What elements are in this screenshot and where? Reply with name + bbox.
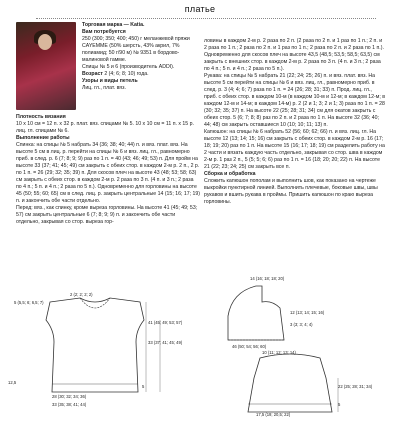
back-text: Спинка: на спицы № 5 набрать 34 (36; 38; 40; 44) п. и вяз. плат. вяз. На высоте 5 см в лиц. р. перейти на спицы № 6 и вяз. лиц. гл., равномерно приб. в след. р. 6 (7; 8; 9; 9) раз по 1 п. = 40 (43; 46; 49; 53) п. Для пройм на высоте 33 (37; 41; 45; 49) см закрыть с обеих стор. в каждом 2-м р. 2 п., 2 р. по 1 п. = 26 (29; 32; 35; 39) п. Для скосов плеч на высоте 43 (48; 53; 58; 63) см закрыть с обеих стор. в каждом 2-м р. 2 раза по 3 п. (4 п. и 3 п.; 2 раза по 4 п.; 5 п. и 4 п.; 2 раза по 5 п.). Одновременно для горловины на высоте 45 (50; 55; 60; 65) см в след. лиц. р. закрыть центральные 14 (15; 16; 17; 19) п. и закончить обе части отдельно. bbox=[16, 142, 200, 204]
body-label-6: 12,5 bbox=[8, 380, 17, 385]
density-text: 10 х 10 см = 12 п. х 32 р. плат. вяз. спицами № 5. 10 х 10 см = 11 п. х 15 р. лиц. гл. спицами № 6. bbox=[16, 121, 194, 134]
body-label-4: 28 (30; 32; 34; 36) bbox=[52, 394, 87, 399]
hood-label-0: 14 (16; 18; 18; 20) bbox=[250, 276, 285, 281]
sleeve-label-1: 22 (25; 28; 31; 34) bbox=[338, 384, 373, 389]
body-label-3: 5 bbox=[142, 384, 145, 389]
intro-block bbox=[82, 22, 200, 92]
body-label-5: 33 (35; 38; 41; 44) bbox=[52, 402, 87, 407]
patterns-text: Лиц. гл., плат. вяз. bbox=[82, 85, 126, 91]
right-text-block bbox=[204, 38, 386, 206]
hood-pattern-diagram bbox=[222, 280, 312, 350]
age-heading: Возраст bbox=[82, 71, 103, 77]
body-label-2: 33 (37; 41; 45; 49) bbox=[148, 340, 183, 345]
photo-face bbox=[38, 34, 52, 50]
sleeve-label-0: 10 (11; 12; 13; 14) bbox=[262, 350, 296, 355]
density-heading: Плотность вязания bbox=[16, 114, 66, 120]
sleeves-text: Рукава: на спицы № 5 набрать 21 (22; 24; 25; 26) п. и вяз. плат. вяз. На высоте 5 см перейти на спицы № 6 и вяз. лиц. гл., равномерно приб. в след. р. 3 (4; 4; 6; 7) раза по 1 п. = 24 (26; 28; 31; 33) п. Прод. лиц. гл., приб. с обеих стор. в каждом 10-м (в каждом 10-м и 12-м; в каждом 12-м; в каждом 12-м и 14-м; в каждом 14-м) р. 2 (2 и 1; 3; 2 и 1; 3) раза по 1 п. = 28 (30; 32; 35; 37) п. На высоте 22 (25; 28; 31; 34) см для окатов закрыть с обеих стор. 5 (6; 7; 8; 8) раз по 2 п. и 2 раза по 1 п. На высоте 32 (36; 40; 44; 48) см закрыть оставшиеся 10 (10; 10; 11; 13) п. bbox=[204, 73, 385, 128]
hood-text: Капюшон: на спицы № 6 набрать 52 (56; 60; 62; 66) п. и вяз. лиц. гл. На высоте 12 (13; 14; 15; 16) см закрыть с обеих стор. в каждом 2-м р. 16 (17; 18; 19; 20) раз по 1 п. На высоте 15 (16; 17; 18; 19) см разделить работу на 2 части и вязать каждую часть отдельно, закрывая со стор. шва в каждом 2-м р. 1 раз 2 п., 5 (5; 5; 6; 6) раз по 1 п. = 16 (18; 20; 20; 22) п. На высоте 21 (22; 23; 24; 25) см закрыть все п. bbox=[204, 129, 385, 170]
body-pattern-diagram bbox=[30, 292, 183, 410]
front-text: Перед: вяз., как спинку, кроме выреза горловины. На высоте 41 (45; 49; 53; 57) см закрыть центральные 6 (7; 8; 9; 9) п. и закончить обе части отдельно, закрывая со стор. выреза гор- bbox=[16, 205, 198, 225]
sleeve-pattern-diagram bbox=[230, 352, 350, 416]
age-text: 2 (4; 6; 8; 10) года. bbox=[104, 71, 149, 77]
page-title: платье bbox=[184, 4, 216, 14]
model-photo bbox=[16, 22, 76, 110]
body-label-1: 41 (45; 49; 53; 57) bbox=[148, 320, 183, 325]
sleeve-label-3: 17,5 (19; 20,5; 22) bbox=[256, 412, 291, 417]
neckline-text: ловины в каждом 2-м р. 2 раза по 2 п. (2 раза по 2 п. и 1 раз по 1 п.; 2 п. и 2 раза по 1 п.; 2 раза по 2 п. и 1 раз по 1 п.; 2 раза по 2 п. и 2 раза по 1 п.). Одновременно для скосов плеч на высоте 43,5 (48,5; 53,5; 58,5; 63,5) см закрыть с внешних стор. в каждом 2-м р. 2 раза по 3 п. (4 п. и 3 п.; 2 раза по 4 п.; 5 п. и 4 п.; 2 раза по 5 п.). bbox=[204, 38, 384, 72]
materials-text: 250 (300; 350; 400; 450) г меланжевой пряжи CAYEMME (50% шерсть, 43% акрил, 7% полиамид; 50 г/90 м) № 9351 в бордово-малиновой гамме. bbox=[82, 36, 190, 63]
left-text-block bbox=[16, 114, 200, 226]
sleeve-label-2: 5 bbox=[338, 402, 341, 407]
patterns-heading: Узоры и виды петель bbox=[82, 78, 138, 84]
title-divider bbox=[36, 18, 376, 19]
hood-label-1: 12 (13; 14; 15; 16) bbox=[290, 310, 325, 315]
needles-text: Спицы № 5 и 6 (производитель ADDI). bbox=[82, 64, 175, 70]
brand-line: Торговая марка — Katia. bbox=[82, 22, 145, 28]
assembly-heading: Сборка и обработка bbox=[204, 171, 256, 177]
body-label-7: 5 (5,5; 6; 6,5; 7) bbox=[14, 300, 44, 305]
hood-label-3: 46 (50; 54; 56; 60) bbox=[232, 344, 267, 349]
work-heading: Выполнение работы bbox=[16, 135, 70, 141]
materials-heading: Вам потребуется bbox=[82, 29, 126, 35]
hood-label-2: 3 (3; 3; 4; 4) bbox=[290, 322, 313, 327]
body-label-0: 2 (2; 2; 2; 2) bbox=[70, 292, 93, 297]
assembly-text: Сложить капюшон пополам и выполнить шов, как показано на чертеже выкройки пунктирной линией. Выполнить плечевые, боковые швы, швы рукавов и вшить рукава в проймы. Пришить капюшон по краю выреза горловины. bbox=[204, 178, 378, 205]
